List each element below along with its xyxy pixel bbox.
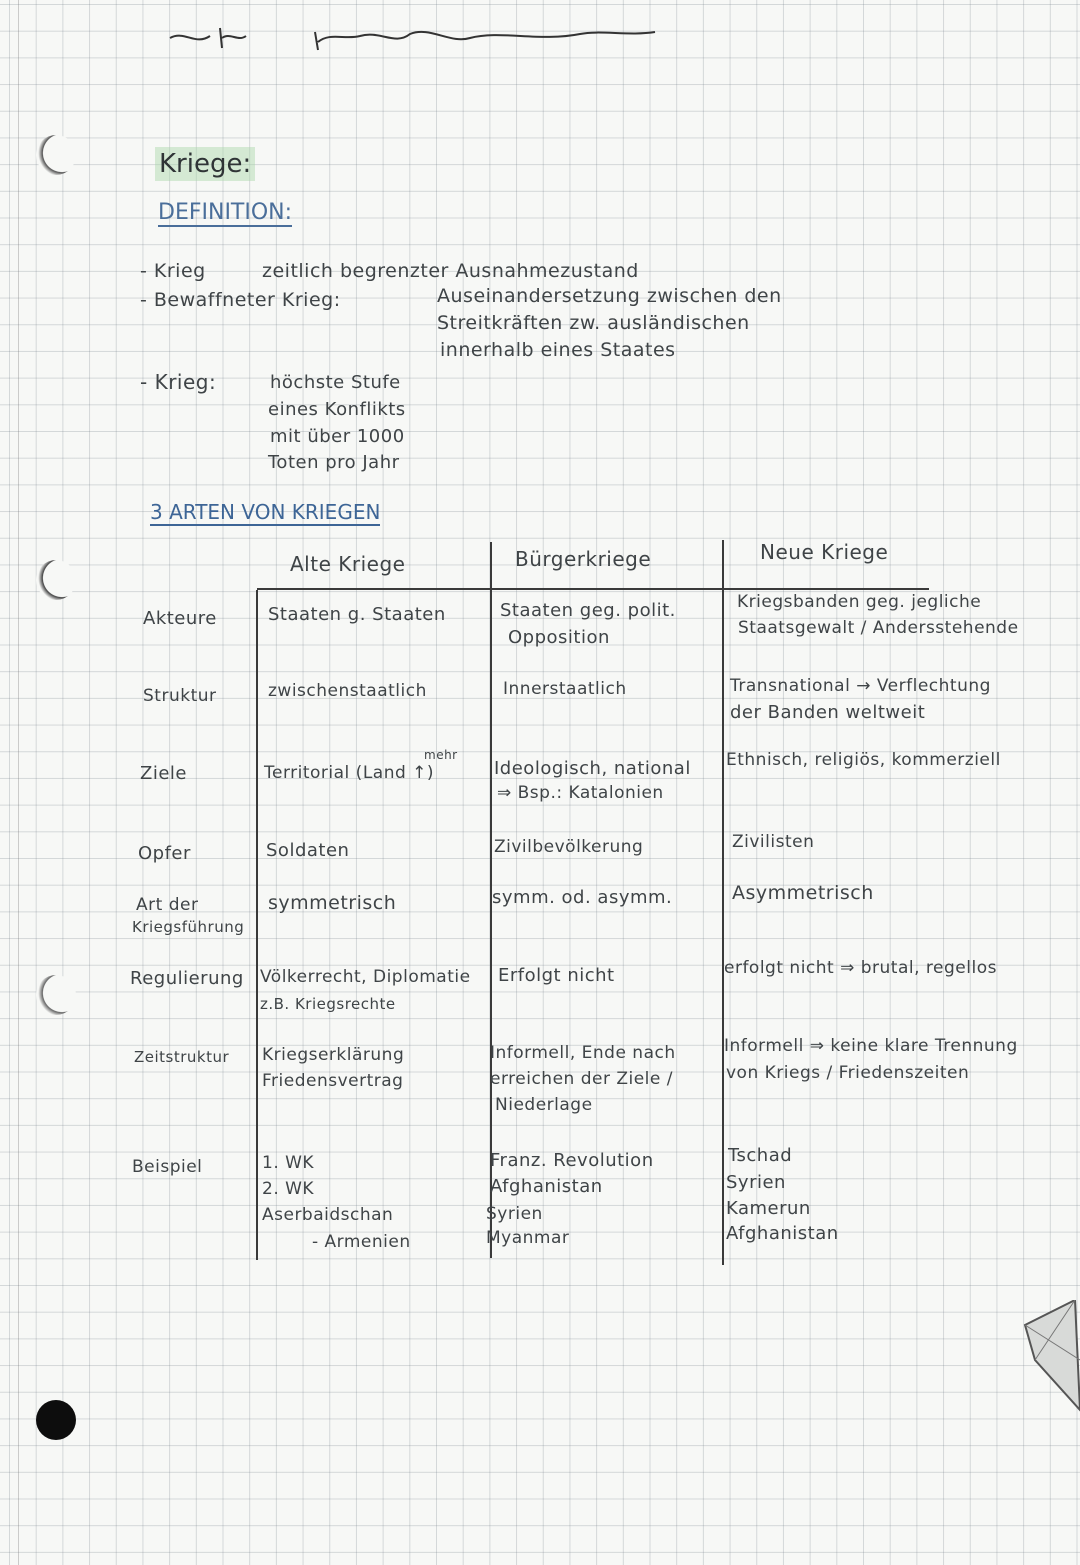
definition-bullet-3-line-4: Toten pro Jahr	[268, 452, 400, 473]
cell-beispiel-alte-2: 2. WK	[262, 1179, 315, 1199]
cell-art-neue: Asymmetrisch	[732, 882, 874, 904]
cell-zeit-alte-2: Friedensvertrag	[262, 1071, 404, 1091]
definition-bullet-1-text: zeitlich begrenzter Ausnahmezustand	[262, 260, 639, 282]
column-header-buergerkriege: Bürgerkriege	[515, 547, 652, 571]
table-header-rule	[257, 588, 929, 590]
cell-ziele-buerger-2: ⇒ Bsp.: Katalonien	[497, 783, 664, 803]
cell-zeit-buerger-3: Niederlage	[495, 1095, 593, 1115]
definition-bullet-3-line-3: mit über 1000	[270, 426, 405, 447]
definition-bullet-3-line-2: eines Konflikts	[268, 399, 406, 420]
margin-line	[18, 0, 19, 1565]
row-label-struktur: Struktur	[143, 686, 217, 706]
cell-regulierung-neue: erfolgt nicht ⇒ brutal, regellos	[724, 958, 997, 978]
cell-beispiel-neue-2: Syrien	[726, 1172, 786, 1193]
cell-ziele-neue: Ethnisch, religiös, kommerziell	[726, 750, 1001, 770]
cell-akteure-buerger-1: Staaten geg. polit.	[500, 600, 676, 621]
definition-bullet-2-line-1: Auseinandersetzung zwischen den	[437, 285, 782, 307]
definition-bullet-1-prefix: - Krieg	[140, 260, 206, 282]
cell-opfer-buerger: Zivilbevölkerung	[494, 837, 644, 857]
row-label-akteure: Akteure	[143, 608, 217, 629]
definition-label: DEFINITION:	[158, 200, 293, 225]
cell-struktur-neue-1: Transnational → Verflechtung	[730, 676, 991, 696]
cell-ziele-alte-note: mehr	[424, 748, 458, 762]
cell-beispiel-buerger-3: Syrien	[486, 1204, 543, 1224]
column-header-alte-kriege: Alte Kriege	[290, 552, 406, 576]
section-title: 3 ARTEN VON KRIEGEN	[150, 500, 381, 524]
punch-hole	[36, 975, 76, 1015]
scribble-drawing	[160, 18, 680, 58]
cell-beispiel-neue-3: Kamerun	[726, 1198, 811, 1219]
page-title: Kriege:	[155, 147, 255, 181]
cell-struktur-buerger: Innerstaatlich	[503, 679, 627, 699]
definition-bullet-3-prefix: - Krieg:	[140, 370, 217, 394]
row-label-beispiel: Beispiel	[132, 1157, 203, 1177]
punch-hole	[36, 135, 76, 175]
table-divider	[256, 590, 258, 1260]
cell-art-buerger: symm. od. asymm.	[492, 887, 673, 908]
cell-regulierung-buerger: Erfolgt nicht	[498, 965, 615, 986]
cell-beispiel-alte-1: 1. WK	[262, 1153, 315, 1173]
cell-zeit-neue-1: Informell ⇒ keine klare Trennung	[724, 1036, 1018, 1056]
cell-beispiel-alte-3: Aserbaidschan	[262, 1205, 394, 1225]
cell-akteure-neue-2: Staatsgewalt / Andersstehende	[738, 618, 1019, 638]
header-scribble	[160, 18, 680, 62]
cell-opfer-neue: Zivilisten	[732, 832, 815, 852]
row-label-opfer: Opfer	[138, 843, 191, 864]
cell-zeit-alte-1: Kriegserklärung	[262, 1045, 405, 1065]
definition-bullet-2-line-3: innerhalb eines Staates	[440, 339, 676, 361]
punch-hole	[36, 1400, 76, 1440]
cell-zeit-buerger-1: Informell, Ende nach	[490, 1043, 676, 1063]
row-label-art-1: Art der	[136, 895, 199, 915]
cell-regulierung-alte-1: Völkerrecht, Diplomatie	[260, 967, 471, 987]
definition-bullet-2-prefix: - Bewaffneter Krieg:	[140, 289, 341, 311]
cell-zeit-buerger-2: erreichen der Ziele /	[490, 1069, 673, 1089]
cell-struktur-neue-2: der Banden weltweit	[730, 702, 926, 723]
cell-beispiel-buerger-4: Myanmar	[486, 1228, 570, 1248]
cell-beispiel-neue-4: Afghanistan	[726, 1223, 839, 1244]
cell-struktur-alte: zwischenstaatlich	[268, 681, 427, 701]
definition-bullet-3-line-1: höchste Stufe	[270, 372, 401, 393]
cell-regulierung-alte-2: z.B. Kriegsrechte	[260, 995, 396, 1013]
row-label-zeitstruktur: Zeitstruktur	[134, 1048, 230, 1066]
cell-art-alte: symmetrisch	[268, 892, 397, 914]
cell-beispiel-buerger-2: Afghanistan	[490, 1176, 603, 1197]
cell-akteure-buerger-2: Opposition	[508, 627, 610, 648]
table-divider	[722, 540, 724, 1265]
cell-ziele-alte: Territorial (Land ↑)	[264, 763, 435, 783]
row-label-regulierung: Regulierung	[130, 968, 244, 989]
cell-beispiel-alte-4: - Armenien	[312, 1232, 411, 1252]
row-label-ziele: Ziele	[140, 763, 187, 784]
cell-beispiel-neue-1: Tschad	[728, 1145, 793, 1166]
cell-beispiel-buerger-1: Franz. Revolution	[490, 1150, 654, 1171]
punch-hole	[36, 560, 76, 600]
corner-doodle	[1020, 1300, 1080, 1420]
cell-ziele-buerger-1: Ideologisch, national	[494, 758, 691, 779]
column-header-neue-kriege: Neue Kriege	[760, 540, 889, 564]
cell-zeit-neue-2: von Kriegs / Friedenszeiten	[726, 1063, 970, 1083]
definition-bullet-2-line-2: Streitkräften zw. ausländischen	[437, 312, 750, 334]
cell-akteure-alte: Staaten g. Staaten	[268, 604, 446, 625]
cell-opfer-alte: Soldaten	[266, 840, 350, 861]
row-label-art-2: Kriegsführung	[132, 918, 245, 936]
cell-akteure-neue-1: Kriegsbanden geg. jegliche	[737, 592, 982, 612]
